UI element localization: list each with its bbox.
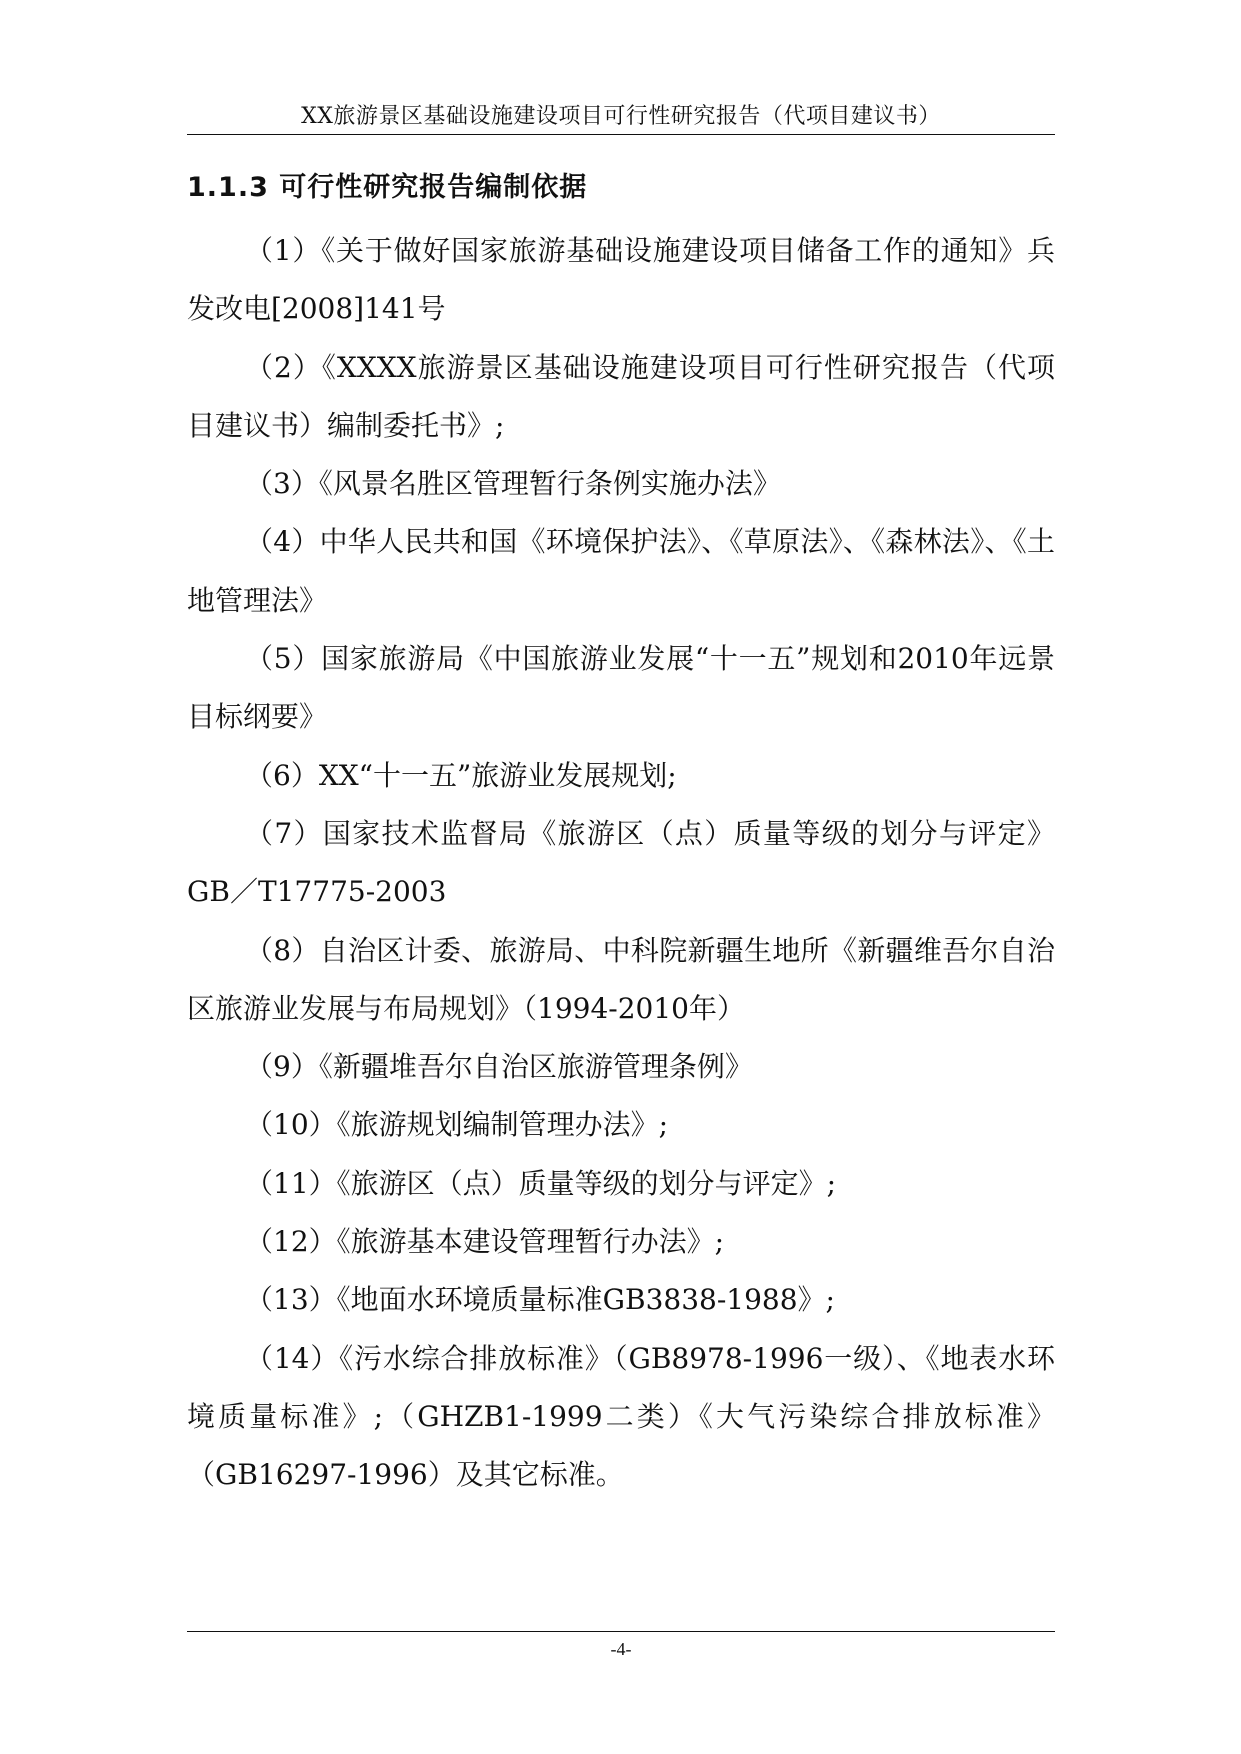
reference-item-6: （6）XX“十一五”旅游业发展规划;: [245, 758, 677, 792]
reference-item-7: （7）国家技术监督局《旅游区（点）质量等级的划分与评定》GB／T17775-2003: [187, 816, 1055, 909]
reference-item-3: （3）《风景名胜区管理暂行条例实施办法》: [245, 467, 781, 501]
reference-item-8: （8）自治区计委、旅游局、中科院新疆生地所《新疆维吾尔自治区旅游业发展与布局规划》（1994-2010年）: [187, 933, 1055, 1025]
reference-item-14: （14）《污水综合排放标准》（GB8978-1996一级）、《地表水环境质量标准》;（GHZB1-1999二类）《大气污染综合排放标准》（GB16297-1996）及其它标准。: [187, 1341, 1055, 1492]
reference-item-1: （1）《关于做好国家旅游基础设施建设项目储备工作的通知》兵发改电[2008]141号: [187, 234, 1055, 326]
reference-item-12: （12）《旅游基本建设管理暂行办法》;: [245, 1225, 725, 1259]
footer-divider: [187, 1631, 1055, 1632]
reference-item-10: （10）《旅游规划编制管理办法》;: [245, 1108, 669, 1142]
reference-item-13: （13）《地面水环境质量标准GB3838-1988》;: [245, 1283, 835, 1317]
section-heading: 1.1.3 可行性研究报告编制依据: [187, 172, 588, 203]
header-divider: [187, 134, 1055, 135]
reference-item-11: （11）《旅游区（点）质量等级的划分与评定》;: [245, 1166, 837, 1200]
reference-item-5: （5）国家旅游局《中国旅游业发展“十一五”规划和2010年远景目标纲要》: [187, 642, 1055, 734]
page-header-title: XX旅游景区基础设施建设项目可行性研究报告（代项目建议书）: [301, 104, 941, 129]
page-number: -4-: [610, 1639, 632, 1659]
reference-item-2: （2）《XXXX旅游景区基础设施建设项目可行性研究报告（代项目建议书）编制委托书》;: [187, 350, 1055, 442]
reference-item-9: （9）《新疆堆吾尔自治区旅游管理条例》: [245, 1050, 753, 1084]
reference-item-4: （4）中华人民共和国《环境保护法》、《草原法》、《森林法》、《土地管理法》: [187, 525, 1055, 617]
reference-list: [187, 222, 1055, 1505]
